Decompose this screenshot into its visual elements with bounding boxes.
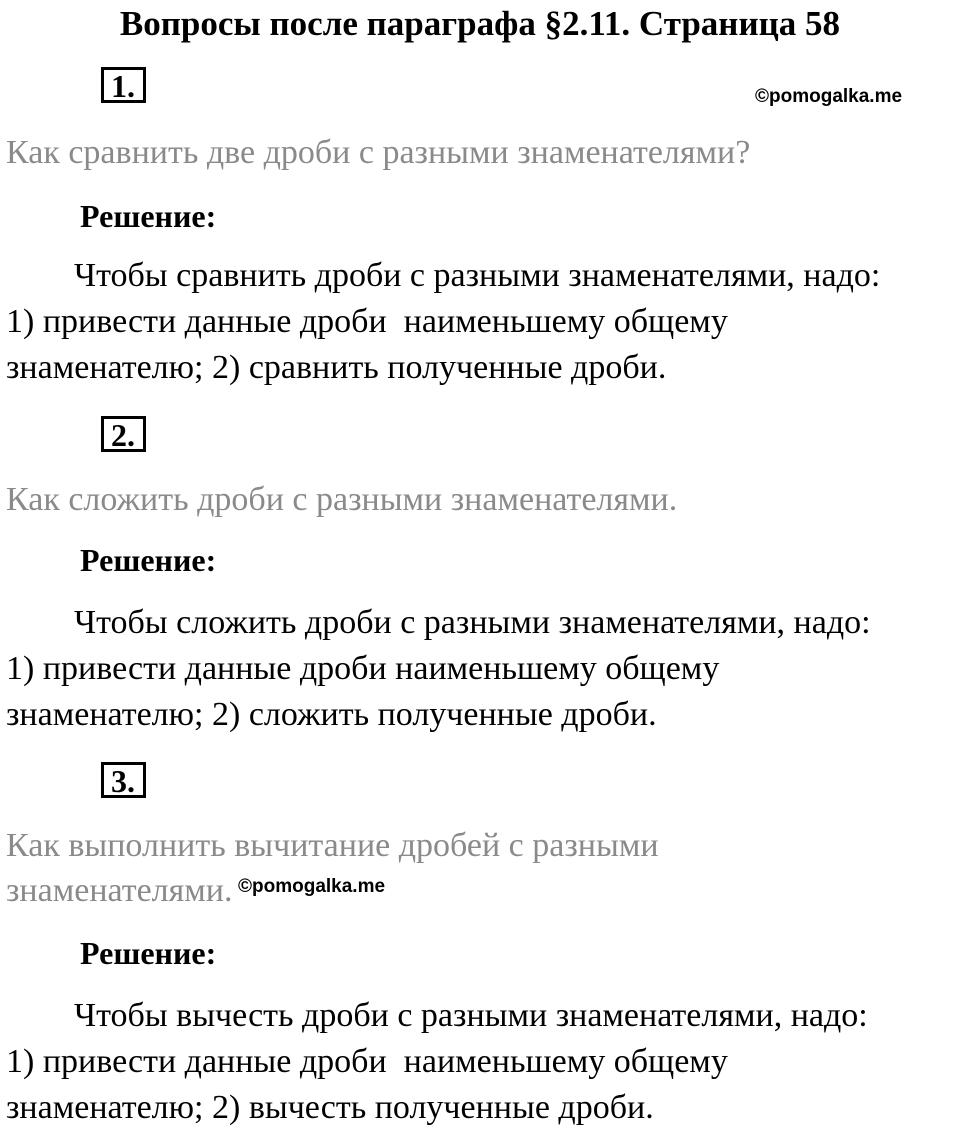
answer-3 <box>6 993 956 1131</box>
question-number-3: 3. <box>101 762 146 798</box>
solution-label-2: Решение: <box>80 542 217 578</box>
question-3-line-2: знаменателями. <box>6 872 233 909</box>
solution-label-1: Решение: <box>80 198 217 234</box>
question-number-2: 2. <box>101 416 146 452</box>
question-2: Как сложить дроби с разными знаменателями. <box>6 481 678 518</box>
watermark: ©pomogalka.me <box>755 86 903 107</box>
answer-3-line-2: 1) привести данные дроби наименьшему общему <box>6 1043 728 1080</box>
answer-2-line-1: Чтобы сложить дроби с разными знаменателями, надо: <box>74 604 871 641</box>
answer-1-line-2: 1) привести данные дроби наименьшему общему <box>6 303 728 340</box>
watermark-inline: ©pomogalka.me <box>238 876 386 897</box>
solution-label-3: Решение: <box>80 935 217 971</box>
answer-2 <box>6 600 956 738</box>
question-1: Как сравнить две дроби с разными знаменателями? <box>6 134 751 171</box>
answer-2-line-2: 1) привести данные дроби наименьшему общему <box>6 650 720 687</box>
answer-3-line-1: Чтобы вычесть дроби с разными знаменателями, надо: <box>74 997 868 1034</box>
answer-1 <box>6 253 956 391</box>
answer-2-line-3: знаменателю; 2) сложить полученные дроби. <box>6 696 657 733</box>
question-number-1: 1. <box>101 67 146 103</box>
answer-1-line-3: знаменателю; 2) сравнить полученные дроби. <box>6 349 667 386</box>
answer-1-line-1: Чтобы сравнить дроби с разными знаменателями, надо: <box>74 257 881 294</box>
question-3-line-1: Как выполнить вычитание дробей с разными <box>6 827 659 864</box>
page-title: Вопросы после параграфа §2.11. Страница 58 <box>119 4 841 43</box>
answer-3-line-3: знаменателю; 2) вычесть полученные дроби. <box>6 1089 654 1126</box>
question-3 <box>6 823 936 913</box>
